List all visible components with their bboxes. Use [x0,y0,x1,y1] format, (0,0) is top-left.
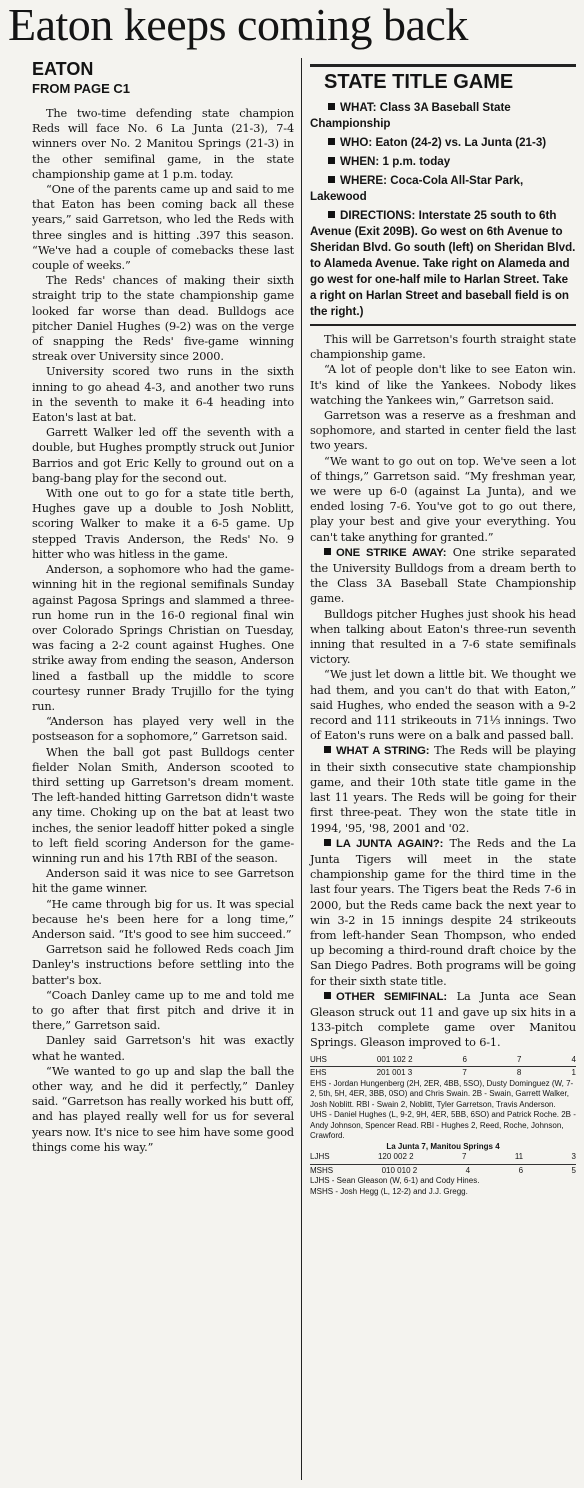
paragraph: “A lot of people don't like to see Eaton win. It's kind of like the Yankees. Nobody likes watching the Yankees win,” Garretson said. [310,363,576,407]
bullet-square-icon [328,157,335,164]
info-item-where: WHERE: Coca-Cola All-Star Park, Lakewood [310,174,524,203]
divider [310,1066,576,1067]
bullet-square-icon [324,839,331,846]
paragraph: The two-time defending state champion Reds will face No. 6 La Junta (21-3), 7-4 winners over No. 2 Manitou Springs (21-3) in the other semifinal game, in the state championship game at 1 p.m. today. [32,107,294,181]
paragraph: When the ball got past Bulldogs center fielder Nolan Smith, Anderson scooted to third setting up Garretson's dream moment. The left-handed hitting Garretson didn't waste any time. Choking up on the bat at least two inches, the senior leadoff hitter poked a single to left field scoring Anderson for the game-winning run and his 17th RBI of the season. [32,745,294,865]
info-item-directions: DIRECTIONS: Interstate 25 south to 6th Avenue (Exit 209B). Go west on 6th Avenue to Sheridan Blvd. Go south (left) on Sheridan Blvd. to Alameda Avenue. Take right on Alameda and go west for one-half mile to Harlan Street. Take a right on Harlan Street and baseball field is on the right.) [310,209,576,318]
info-item-who: WHO: Eaton (24-2) vs. La Junta (21-3) [310,135,576,151]
box-notes: MSHS - Josh Hegg (L, 12-2) and J.J. Gregg. [310,1186,468,1196]
info-item-what: WHAT: Class 3A Baseball State Championship [310,101,511,130]
linescore-row: LJHS 120 002 2 7 11 3 [310,1152,576,1162]
bullet-square-icon [324,548,331,555]
bullet-square-icon [328,176,335,183]
linescore-row: MSHS 010 010 2 4 6 5 [310,1165,576,1175]
info-box [310,100,576,320]
paragraph: “Coach Danley came up to me and told me to go after that first pitch and drive it in there,” Garretson said. [32,988,294,1033]
paragraph: “One of the parents came up and said to me that Eaton has been coming back all these years,” said Garretson, who led the Reds with three singles and is hitting .397 this season. “We've had a couple of comebacks these last couple of weeks.” [32,183,294,273]
headline: Eaton keeps coming back [8,0,468,50]
right-article-body [310,332,576,1051]
bullet-square-icon [324,746,331,753]
paragraph: Garretson said he followed Reds coach Jim Danley's instructions before settling into the batter's box. [32,943,294,987]
paragraph: Danley said Garretson's hit was exactly what he wanted. [32,1034,294,1063]
linescore-row: UHS 001 102 2 6 7 4 [310,1054,576,1064]
section-other-semifinal: OTHER SEMIFINAL: La Junta ace Sean Gleason struck out 11 and gave up six hits in a 133-pitch complete game over Manitou Springs. Gleason improved to 6-1. [310,989,576,1050]
paragraph: Anderson said it was nice to see Garretson hit the game winner. [32,867,294,896]
left-article-body [32,106,294,1155]
section-kicker: EATON [32,59,94,79]
paragraph: “He came through big for us. It was special because he's been here for a long time,” Anderson said. “It's good to see him succeed.” [32,897,294,941]
jump-line: FROM PAGE C1 [32,81,130,96]
bullet-square-icon [328,103,335,110]
paragraph: The Reds' chances of making their sixth straight trip to the state championship game looked far worse than dead. Bulldogs ace pitcher Daniel Hughes (9-2) was on the verge of snapping the Reds' five-game winning streak over University since 2000. [32,274,294,364]
paragraph: “We just let down a little bit. We thought we had them, and you can't do that with Eaton,” said Hughes, who ended the season with a 9-2 record and 111 strikeouts in 71⅓ innings. Two of Eaton's runs were on a balk and passed ball. [310,668,576,743]
info-item-when: WHEN: 1 p.m. today [310,154,576,170]
paragraph: Anderson, a sophomore who had the game-winning hit in the regional semifinals Sunday against Pagosa Springs and slammed a three-run home run in the 16-0 regional final win over Colorado Springs Christian on Tuesday, was facing a 2-2 count against Hughes. One strike away from ending the season, Anderson lined a fastball up the middle to score courtesy runner Brady Trujillo for the tying run. [32,563,294,713]
box-notes: LJHS - Sean Gleason (W, 6-1) and Cody Hines. [310,1176,480,1186]
paragraph: This will be Garretson's fourth straight state championship game. [310,333,576,362]
linescore-row: EHS 201 001 3 7 8 1 [310,1068,576,1078]
section-la-junta-again: LA JUNTA AGAIN?: The Reds and the La Junta Tigers will meet in the state championship game for the third time in the last four years. The Tigers beat the Reds 7-6 in 2000, but the Reds came back the next year to win 3-2 in 15 innings despite 24 strikeouts from left-hander Sean Thompson, who ended up becoming a third-round draft choice by the San Diego Padres. Both programs will be going for their sixth state title. [310,836,576,988]
paragraph: “We want to go out on top. We've seen a lot of things,” Garretson said. “My freshman year, we were up 6-0 (against La Junta), and we ended losing 7-6. You've got to go out there, play your best and give your everything. You can't take anything for granted.” [310,454,576,544]
info-box-title: STATE TITLE GAME [324,71,514,93]
section-one-strike: ONE STRIKE AWAY: One strike separated the University Bulldogs from a dream berth to the Class 3A Baseball State Championship game. [310,545,576,606]
paragraph: Garretson was a reserve as a freshman and sophomore, and started in center field the last two years. [310,409,576,453]
divider [310,1164,576,1165]
section-what-a-string: WHAT A STRING: The Reds will be playing in their sixth consecutive state championship game, and their 10th state title game in the last 11 years. The Reds will be going for their first three-peat. They won the state title in 1994, '95, '98, 2001 and '02. [310,744,576,835]
paragraph: “Anderson has played very well in the postseason for a sophomore,” Garretson said. [32,715,294,744]
paragraph: University scored two runs in the sixth inning to go ahead 4-3, and another two runs in the seventh to make it 6-4 heading into Eaton's last at bat. [32,365,294,425]
box-notes: UHS - Daniel Hughes (L, 9-2, 9H, 4ER, 5BB, 6SO) and Patrick Roche. 2B - Andy Johnson, Spencer Read. RBI - Hughes 2, Reed, Roche, Johnson, Crawford. [310,1110,576,1141]
left-column [32,58,294,1155]
paragraph: Bulldogs pitcher Hughes just shook his head when talking about Eaton's three-run seventh inning that resulted in a 7-6 state semifinals victory. [310,607,576,667]
bullet-square-icon [324,992,331,999]
bullet-square-icon [328,138,335,145]
box-notes: EHS - Jordan Hungenberg (2H, 2ER, 4BB, 5SO), Dusty Dominguez (W, 7-2, 5th, 5H, 4ER, 3BB, 0SO) and Chris Swain. 2B - Swain, Garrett Walker, Josh Noblitt. RBI - Swain 2, Noblitt, Tyler Garretson, Travis Anderson. [310,1078,574,1109]
box-score [310,1055,576,1198]
game-title: La Junta 7, Manitou Springs 4 [386,1141,500,1151]
paragraph: Garrett Walker led off the seventh with a double, but Hughes promptly struck out Junior Barrios and got Eric Kelly to ground out on a bang-bang play for the second out. [32,426,294,485]
vertical-divider [301,58,302,1480]
paragraph: “We wanted to go up and slap the ball the other way, and he did it perfectly,” Danley said. “Garretson has really worked his butt off, and has played really well for us for several years now. It's nice to see him have some good things come his way.” [32,1064,294,1154]
right-column [310,58,576,1197]
box-bottom-rule [310,324,576,326]
paragraph: With one out to go for a state title berth, Hughes gave up a double to Josh Noblitt, scoring Walker to make it a 6-5 game. Up stepped Travis Anderson, the Reds' No. 9 hitter who was hitless in the game. [32,487,294,561]
bullet-square-icon [328,211,335,218]
